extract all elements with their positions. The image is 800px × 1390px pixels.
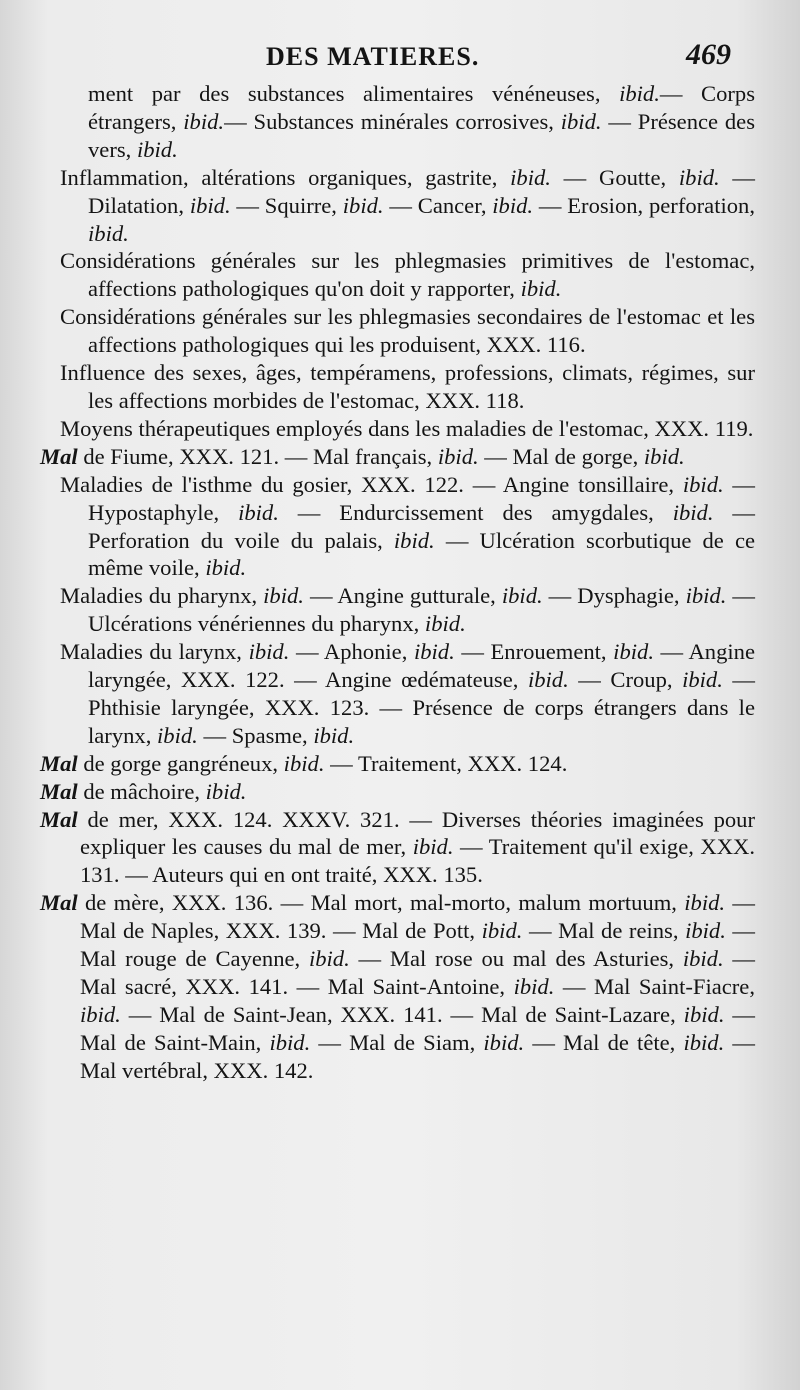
entry-text: Maladies du pharynx, [60, 583, 264, 609]
index-entry [40, 443, 755, 471]
entry-headword: Mal [40, 750, 78, 776]
index-subentry [40, 303, 755, 359]
entry-headword: Mal [40, 890, 78, 916]
ibid-reference: ibid. [613, 639, 654, 665]
entry-text: de mer, XXX. 124. XXXV. 321. — Diverses théories imaginées pour expliquer les causes du mal de mer, [77, 806, 755, 860]
ibid-reference: ibid. [412, 834, 454, 860]
index-entry [40, 778, 755, 806]
entry-text: — Mal vertébral, XXX. 142. [80, 1029, 755, 1083]
ibid-reference: ibid. [157, 722, 198, 748]
ibid-reference: ibid. [682, 946, 724, 972]
entry-text: — Angine laryngée, XXX. 122. — Angine œdémateuse, [88, 639, 756, 693]
ibid-reference: ibid. [683, 1029, 725, 1055]
entry-text: — Angine gutturale, [303, 583, 502, 609]
ibid-reference: ibid. [205, 555, 247, 581]
ibid-reference: ibid. [672, 499, 714, 525]
ibid-reference: ibid. [424, 611, 466, 637]
ibid-reference: ibid. [342, 192, 384, 218]
entry-text: — Mal sacré, XXX. 141. — Mal Saint-Antoine, [80, 946, 755, 999]
index-subentry [40, 471, 755, 583]
ibid-reference: ibid. [238, 499, 279, 525]
page-number: 469 [686, 38, 731, 71]
ibid-reference: ibid. [682, 471, 724, 497]
ibid-reference: ibid. [520, 276, 562, 302]
entry-text: — Squirre, [230, 192, 343, 218]
entry-text: — Mal de gorge, [478, 443, 644, 469]
ibid-reference: ibid. [413, 639, 455, 665]
entry-text: Maladies de l'isthme du gosier, XXX. 122. — Angine tonsillaire, [60, 471, 683, 497]
ibid-reference: ibid. [263, 583, 304, 609]
ibid-reference: ibid. [560, 108, 602, 134]
entry-headword: Mal [40, 806, 78, 832]
index-subentry [40, 359, 755, 415]
entry-text: — Substances minérales corrosives, [224, 108, 561, 134]
entry-text: de mâchoire, [77, 778, 206, 804]
ibid-reference: ibid. [510, 164, 551, 190]
entry-headword: Mal [40, 443, 78, 469]
entry-text: — Endurcissement des amygdales, [278, 499, 673, 525]
ibid-reference: ibid. [643, 443, 685, 469]
ibid-reference: ibid. [684, 890, 726, 916]
index-entry [40, 806, 755, 890]
entry-text: — Aphonie, [289, 639, 414, 665]
ibid-reference: ibid. [483, 1029, 525, 1055]
entry-text: ment par des substances alimentaires vénéneuses, [88, 81, 620, 106]
entry-text: — Cancer, [383, 192, 493, 218]
ibid-reference: ibid. [678, 164, 720, 190]
ibid-reference: ibid. [80, 1001, 121, 1027]
ibid-reference: ibid. [492, 192, 534, 218]
entry-text: — Croup, [568, 667, 683, 693]
entry-text: — Enrouement, [454, 639, 614, 665]
entry-text: — Corps étrangers, [88, 81, 755, 134]
entry-text: — Ulcération scorbutique de ce même voile, [88, 527, 755, 581]
entry-text: — Dilatation, [88, 164, 755, 218]
entry-text: Inflammation, altérations organiques, gastrite, [60, 164, 511, 190]
entry-text: de Fiume, XXX. 121. — Mal français, [77, 443, 438, 469]
ibid-reference: ibid. [88, 220, 129, 246]
ibid-reference: ibid. [308, 946, 350, 972]
ibid-reference: ibid. [682, 667, 723, 693]
entry-text: — Mal de Saint-Jean, XXX. 141. — Mal de Saint-Lazare, [120, 1001, 684, 1027]
entry-text: Considérations générales sur les phlegmasies secondaires de l'estomac et les affections pathologiques qui les produisent, XXX. 116. [60, 304, 755, 358]
entry-text: — Dysphagie, [542, 583, 686, 609]
entry-text: — Spasme, [197, 722, 314, 748]
index-subentry [40, 247, 755, 303]
index-body [40, 80, 755, 1085]
entry-text: — Mal rouge de Cayenne, [80, 918, 756, 972]
entry-text: Moyens thérapeutiques employés dans les maladies de l'estomac, XXX. 119. [60, 415, 754, 441]
entry-text: — Présence des vers, [88, 108, 755, 162]
entry-text: — Perforation du voile du palais, [88, 499, 755, 553]
ibid-reference: ibid. [481, 918, 523, 944]
entry-text: de mère, XXX. 136. — Mal mort, mal-morto, malum mortuum, [77, 890, 685, 916]
ibid-reference: ibid. [527, 667, 569, 693]
index-continuation [40, 80, 755, 164]
entry-headword: Mal [40, 778, 78, 804]
entry-text: — Goutte, [550, 164, 679, 190]
entry-text: — Mal de Naples, XXX. 139. — Mal de Pott, [80, 890, 755, 944]
entry-text: Influence des sexes, âges, tempéramens, professions, climats, régimes, sur les affections morbides de l'estomac, XXX. 118. [60, 360, 755, 413]
entry-text: — Hypostaphyle, [88, 471, 755, 525]
index-subentry [40, 638, 755, 750]
running-head: DES MATIERES. [266, 42, 480, 71]
ibid-reference: ibid. [248, 639, 290, 665]
ibid-reference: ibid. [283, 750, 325, 776]
entry-text: — Mal rose ou mal des Asturies, [349, 946, 683, 972]
entry-text: Maladies du larynx, [60, 639, 249, 665]
ibid-reference: ibid. [685, 918, 726, 944]
entry-text: — Ulcérations vénériennes du pharynx, [88, 583, 755, 637]
ibid-reference: ibid. [136, 136, 178, 162]
ibid-reference: ibid. [513, 974, 555, 999]
ibid-reference: ibid. [683, 1001, 725, 1027]
ibid-reference: ibid. [313, 722, 355, 748]
entry-text: — Traitement, XXX. 124. [324, 750, 568, 776]
ibid-reference: ibid. [269, 1029, 311, 1055]
ibid-reference: ibid. [183, 108, 225, 134]
entry-text: Considérations générales sur les phlegmasies primitives de l'estomac, affections pathologiques qu'on doit y rapporter, [60, 248, 755, 302]
page-header [0, 38, 800, 82]
entry-text: — Mal de Saint-Main, [80, 1001, 755, 1055]
ibid-reference: ibid. [437, 443, 479, 469]
entry-text: — Mal de tête, [524, 1029, 684, 1055]
ibid-reference: ibid. [205, 778, 247, 804]
ibid-reference: ibid. [189, 192, 231, 218]
index-subentry [40, 164, 755, 248]
entry-text: — Mal de reins, [522, 918, 686, 944]
ibid-reference: ibid. [501, 583, 543, 609]
ibid-reference: ibid. [685, 583, 727, 609]
index-entry [40, 889, 755, 1084]
index-entry [40, 750, 755, 778]
entry-text: — Mal de Siam, [310, 1029, 484, 1055]
entry-text: de gorge gangréneux, [77, 750, 284, 776]
ibid-reference: ibid. [393, 527, 435, 553]
entry-text: — Traitement qu'il exige, XXX. 131. — Auteurs qui en ont traité, XXX. 135. [80, 834, 755, 888]
entry-text: — Erosion, perforation, [533, 192, 755, 218]
entry-text: — Phthisie laryngée, XXX. 123. — Présence de corps étrangers dans le larynx, [88, 667, 755, 748]
entry-text: — Mal Saint-Fiacre, [554, 974, 755, 999]
index-subentry [40, 582, 755, 638]
index-subentry [40, 415, 755, 443]
ibid-reference: ibid. [619, 81, 660, 106]
